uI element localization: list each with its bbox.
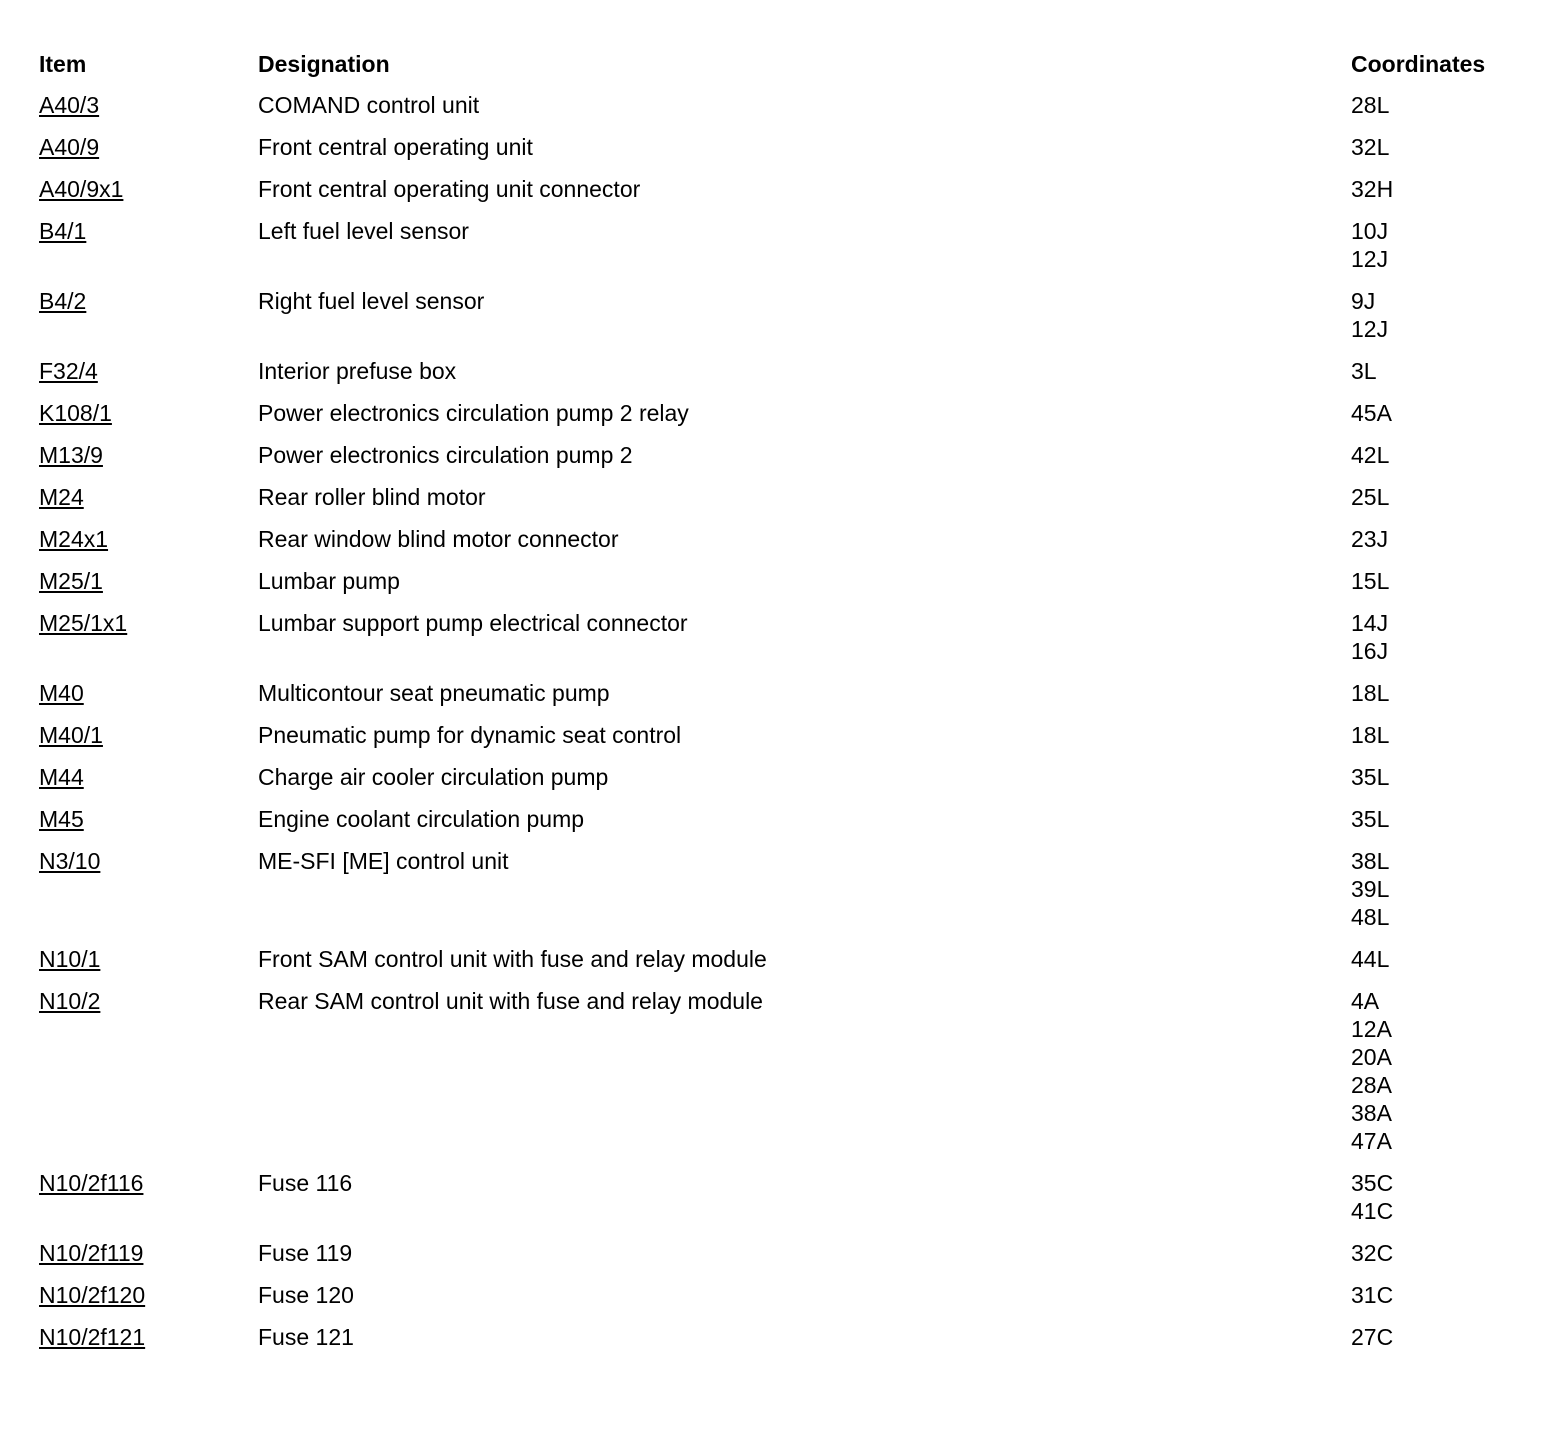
coordinate-value: 4A xyxy=(1351,988,1380,1014)
coordinates-cell xyxy=(1351,525,1539,553)
designation-cell: COMAND control unit xyxy=(258,92,480,118)
coordinate-value: 38A xyxy=(1351,1100,1392,1126)
table-row xyxy=(39,1281,1539,1309)
table-row xyxy=(39,679,1539,707)
item-cell xyxy=(39,357,258,385)
coordinates-cell xyxy=(1351,721,1539,749)
coordinate-value: 16J xyxy=(1351,638,1389,664)
designation-cell: Fuse 116 xyxy=(258,1170,353,1196)
table-row xyxy=(39,847,1539,931)
item-cell xyxy=(39,217,258,245)
item-cell xyxy=(39,1323,258,1351)
item-link[interactable]: M24x1 xyxy=(39,526,109,552)
coordinates-cell xyxy=(1351,357,1539,385)
table-row xyxy=(39,217,1539,273)
coordinates-cell xyxy=(1351,567,1539,595)
item-cell xyxy=(39,763,258,791)
coordinates-cell xyxy=(1351,133,1539,161)
coordinate-value: 14J xyxy=(1351,610,1389,636)
coordinate-value: 10J xyxy=(1351,218,1389,244)
coordinates-cell xyxy=(1351,217,1539,273)
coordinates-cell xyxy=(1351,287,1539,343)
coordinate-value: 32C xyxy=(1351,1240,1394,1266)
coordinate-value: 47A xyxy=(1351,1128,1392,1154)
table-row xyxy=(39,763,1539,791)
coordinate-value: 35L xyxy=(1351,764,1390,790)
item-cell xyxy=(39,175,258,203)
designation-cell: Rear window blind motor connector xyxy=(258,526,619,552)
item-link[interactable]: A40/9x1 xyxy=(39,176,124,202)
designation-cell: Fuse 119 xyxy=(258,1240,353,1266)
coordinates-cell xyxy=(1351,1239,1539,1267)
item-cell xyxy=(39,609,258,637)
coordinate-value: 39L xyxy=(1351,876,1390,902)
coordinates-cell xyxy=(1351,441,1539,469)
coordinate-value: 15L xyxy=(1351,568,1390,594)
item-link[interactable]: N3/10 xyxy=(39,848,101,874)
coordinates-cell xyxy=(1351,847,1539,931)
item-cell xyxy=(39,1169,258,1197)
coordinate-value: 41C xyxy=(1351,1198,1394,1224)
coordinates-cell xyxy=(1351,609,1539,665)
coordinates-cell xyxy=(1351,805,1539,833)
coordinates-cell xyxy=(1351,987,1539,1155)
item-cell xyxy=(39,847,258,875)
coordinates-cell xyxy=(1351,1281,1539,1309)
item-cell xyxy=(39,805,258,833)
item-link[interactable]: M44 xyxy=(39,764,84,790)
item-cell xyxy=(39,987,258,1015)
designation-cell: Right fuel level sensor xyxy=(258,288,485,314)
coordinate-value: 12J xyxy=(1351,316,1389,342)
item-link[interactable]: M13/9 xyxy=(39,442,103,468)
designation-cell: Power electronics circulation pump 2 relay xyxy=(258,400,689,426)
item-link[interactable]: M40/1 xyxy=(39,722,103,748)
coordinate-value: 28A xyxy=(1351,1072,1392,1098)
item-cell xyxy=(39,399,258,427)
designation-cell: Left fuel level sensor xyxy=(258,218,469,244)
table-row xyxy=(39,357,1539,385)
table-row xyxy=(39,945,1539,973)
coordinates-cell xyxy=(1351,175,1539,203)
coordinate-value: 3L xyxy=(1351,358,1377,384)
item-link[interactable]: K108/1 xyxy=(39,400,112,426)
coordinates-cell xyxy=(1351,91,1539,119)
item-cell xyxy=(39,133,258,161)
coordinate-value: 12A xyxy=(1351,1016,1392,1042)
designation-cell: Fuse 120 xyxy=(258,1282,354,1308)
item-cell xyxy=(39,1281,258,1309)
coordinate-value: 31C xyxy=(1351,1282,1394,1308)
designation-cell: Interior prefuse box xyxy=(258,358,457,384)
coordinate-value: 18L xyxy=(1351,680,1390,706)
coordinates-cell xyxy=(1351,679,1539,707)
component-legend-table xyxy=(39,50,1539,1365)
coordinate-value: 32L xyxy=(1351,134,1390,160)
coordinates-cell xyxy=(1351,399,1539,427)
designation-cell: ME-SFI [ME] control unit xyxy=(258,848,509,874)
coordinates-cell xyxy=(1351,1323,1539,1351)
item-cell xyxy=(39,679,258,707)
coordinate-value: 28L xyxy=(1351,92,1390,118)
item-cell xyxy=(39,945,258,973)
coordinate-value: 18L xyxy=(1351,722,1390,748)
table-row xyxy=(39,91,1539,119)
table-row xyxy=(39,805,1539,833)
table-row xyxy=(39,133,1539,161)
coordinate-value: 45A xyxy=(1351,400,1392,426)
item-link[interactable]: M25/1x1 xyxy=(39,610,128,636)
item-link[interactable]: N10/1 xyxy=(39,946,101,972)
item-link[interactable]: F32/4 xyxy=(39,358,98,384)
item-cell xyxy=(39,525,258,553)
item-link[interactable]: B4/2 xyxy=(39,288,87,314)
item-link[interactable]: N10/2f121 xyxy=(39,1324,146,1350)
designation-cell: Multicontour seat pneumatic pump xyxy=(258,680,610,706)
item-cell xyxy=(39,483,258,511)
designation-cell: Lumbar pump xyxy=(258,568,400,594)
coordinate-value: 42L xyxy=(1351,442,1390,468)
header-designation: Designation xyxy=(258,51,390,77)
item-link[interactable]: A40/9 xyxy=(39,134,100,160)
item-link[interactable]: N10/2f119 xyxy=(39,1240,144,1266)
table-body xyxy=(39,91,1539,1351)
item-link[interactable]: N10/2f116 xyxy=(39,1170,144,1196)
designation-cell: Charge air cooler circulation pump xyxy=(258,764,609,790)
table-row xyxy=(39,1169,1539,1225)
header-coordinates: Coordinates xyxy=(1351,51,1486,77)
designation-cell: Front central operating unit connector xyxy=(258,176,641,202)
item-cell xyxy=(39,287,258,315)
item-cell xyxy=(39,441,258,469)
coordinate-value: 38L xyxy=(1351,848,1390,874)
table-row xyxy=(39,567,1539,595)
header-item: Item xyxy=(39,51,87,77)
table-header xyxy=(39,50,1539,78)
table-row xyxy=(39,287,1539,343)
item-link[interactable]: B4/1 xyxy=(39,218,87,244)
coordinate-value: 27C xyxy=(1351,1324,1394,1350)
coordinates-cell xyxy=(1351,483,1539,511)
coordinate-value: 20A xyxy=(1351,1044,1392,1070)
item-link[interactable]: M45 xyxy=(39,806,84,832)
item-cell xyxy=(39,721,258,749)
coordinate-value: 12J xyxy=(1351,246,1389,272)
item-cell xyxy=(39,91,258,119)
table-row xyxy=(39,441,1539,469)
table-row xyxy=(39,1323,1539,1351)
coordinate-value: 23J xyxy=(1351,526,1389,552)
coordinate-value: 35C xyxy=(1351,1170,1394,1196)
coordinate-value: 44L xyxy=(1351,946,1390,972)
designation-cell: Lumbar support pump electrical connector xyxy=(258,610,688,636)
table-row xyxy=(39,399,1539,427)
item-link[interactable]: M24 xyxy=(39,484,84,510)
designation-cell: Rear SAM control unit with fuse and relay module xyxy=(258,988,763,1014)
table-row xyxy=(39,721,1539,749)
item-link[interactable]: A40/3 xyxy=(39,92,100,118)
designation-cell: Engine coolant circulation pump xyxy=(258,806,585,832)
item-link[interactable]: N10/2 xyxy=(39,988,101,1014)
table-row xyxy=(39,1239,1539,1267)
table-row xyxy=(39,609,1539,665)
designation-cell: Rear roller blind motor xyxy=(258,484,486,510)
item-link[interactable]: M25/1 xyxy=(39,568,103,594)
table-row xyxy=(39,987,1539,1155)
designation-cell: Front central operating unit xyxy=(258,134,533,160)
table-row xyxy=(39,175,1539,203)
item-link[interactable]: N10/2f120 xyxy=(39,1282,146,1308)
coordinates-cell xyxy=(1351,945,1539,973)
coordinate-value: 32H xyxy=(1351,176,1394,202)
table-row xyxy=(39,525,1539,553)
item-cell xyxy=(39,567,258,595)
coordinate-value: 48L xyxy=(1351,904,1390,930)
designation-cell: Pneumatic pump for dynamic seat control xyxy=(258,722,682,748)
item-cell xyxy=(39,1239,258,1267)
item-link[interactable]: M40 xyxy=(39,680,84,706)
coordinate-value: 9J xyxy=(1351,288,1376,314)
coordinates-cell xyxy=(1351,1169,1539,1225)
designation-cell: Power electronics circulation pump 2 xyxy=(258,442,633,468)
coordinates-cell xyxy=(1351,763,1539,791)
coordinate-value: 35L xyxy=(1351,806,1390,832)
coordinate-value: 25L xyxy=(1351,484,1390,510)
designation-cell: Front SAM control unit with fuse and relay module xyxy=(258,946,767,972)
table-row xyxy=(39,483,1539,511)
designation-cell: Fuse 121 xyxy=(258,1324,354,1350)
